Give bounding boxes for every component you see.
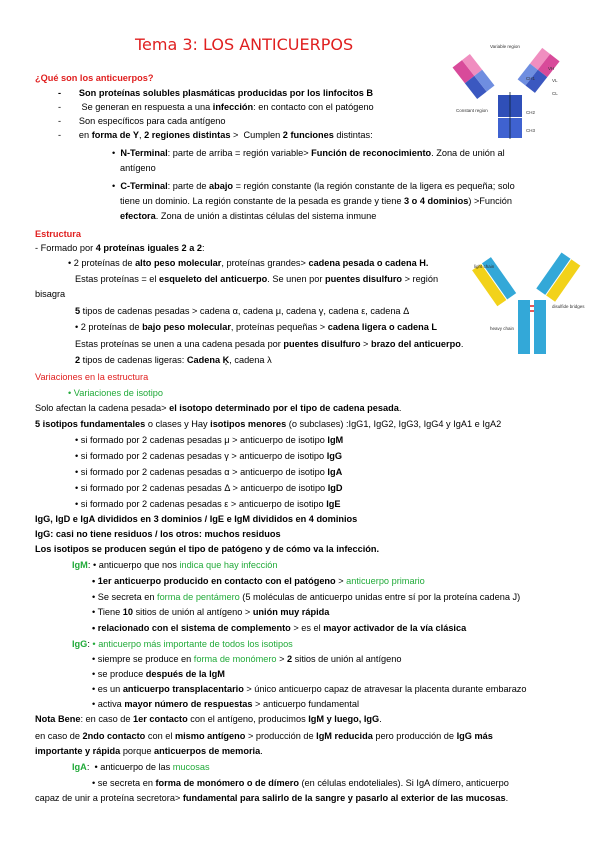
fig1-label-ch2: CH2 — [526, 110, 536, 115]
text-segment: • anticuerpo que nos — [92, 560, 180, 570]
text-line — [35, 713, 382, 725]
text-line — [68, 257, 428, 269]
text-line — [35, 745, 263, 757]
text-segment: > es el — [290, 623, 324, 633]
text-line — [35, 72, 153, 84]
text-line — [35, 543, 379, 555]
text-segment: en caso de — [35, 731, 83, 741]
text-segment: IgG — [72, 639, 88, 649]
svg-text:heavy chain — [490, 326, 515, 331]
text-line — [35, 288, 65, 300]
text-segment: Nota Bene — [35, 714, 81, 724]
text-segment: > — [276, 654, 287, 664]
text-segment: • Variaciones de isotipo — [68, 388, 163, 398]
text-segment: : — [201, 243, 205, 253]
text-segment: • anticuerpo de las — [94, 762, 173, 772]
text-segment: . Se unen por — [267, 274, 325, 284]
text-line — [75, 450, 342, 462]
svg-text:CL — [552, 91, 558, 96]
text-segment: - Se generan en respuesta a una — [58, 102, 213, 112]
antibody-diagram-regions — [452, 40, 572, 145]
text-segment: cadena pesada o cadena H. — [308, 258, 429, 268]
text-segment: - Son específicos para cada antígeno — [58, 116, 226, 126]
text-line — [92, 606, 329, 618]
text-segment: bajo peso molecular — [142, 322, 231, 332]
text-segment: : parte de — [167, 181, 210, 191]
text-line — [92, 591, 520, 603]
text-segment: sitios de unión al antígeno > — [133, 607, 253, 617]
svg-text:disulfide bridges — [552, 304, 585, 309]
text-segment: 2 funciones — [282, 130, 334, 140]
text-line — [35, 242, 205, 254]
text-segment: IgD — [327, 483, 343, 493]
text-segment: . — [379, 714, 382, 724]
text-segment: : en caso de — [80, 714, 134, 724]
text-segment: : parte de arriba = región variable> — [167, 148, 312, 158]
text-segment: puentes disulfuro — [324, 274, 403, 284]
text-segment: antígeno — [120, 163, 156, 173]
text-segment: IgM reducida — [316, 731, 373, 741]
text-segment: después de la IgM — [145, 669, 225, 679]
fig1-label-ch3: CH3 — [526, 128, 536, 133]
text-segment: IgA — [72, 762, 87, 772]
antibody-diagram-chains — [472, 250, 592, 360]
svg-text:VH — [548, 66, 554, 71]
text-segment: sitios de unión al antígeno — [292, 654, 402, 664]
text-segment: > región — [402, 274, 439, 284]
text-segment: 2 — [287, 654, 293, 664]
text-segment: 5 isotipos fundamentales — [35, 419, 146, 429]
text-segment: Variaciones en la estructura — [35, 372, 149, 382]
fig2-label-disulfide: disulfide bridges — [552, 304, 585, 309]
text-segment: • Tiene — [92, 607, 123, 617]
text-segment: Estas proteínas se unen a una cadena pesada por — [75, 339, 284, 349]
text-segment: ) >Función — [468, 196, 512, 206]
text-line — [35, 792, 508, 804]
text-segment: IgE — [326, 499, 341, 509]
text-segment: • si formado por 2 cadenas pesadas α > anticuerpo de isotipo — [75, 467, 328, 477]
text-segment: forma de monómero o de dímero — [155, 778, 299, 788]
text-segment: • es un — [92, 684, 123, 694]
text-line — [92, 668, 225, 680]
svg-text:CH1 — [526, 76, 535, 81]
text-segment: . — [505, 793, 509, 803]
text-line — [72, 638, 293, 650]
text-segment: : — [86, 762, 95, 772]
text-segment: anticuerpos de memoria — [153, 746, 261, 756]
text-segment: - Formado por — [35, 243, 96, 253]
text-segment: el isotopo determinado por el tipo de cadena pesada — [169, 403, 399, 413]
svg-text:Constant region — [456, 108, 488, 113]
text-segment: capaz de unir a proteína secretora> — [35, 793, 183, 803]
text-line — [92, 653, 401, 665]
text-line — [58, 101, 374, 113]
svg-text:CH2 — [526, 110, 535, 115]
text-line — [75, 498, 341, 510]
text-segment: fundamental para salirlo de la sangre y pasarlo al exterior de las mucosas — [182, 793, 506, 803]
svg-text:VL — [552, 78, 558, 83]
text-segment: IgG, IgD e IgA divididos en 3 dominios / IgE e IgM divididos en 4 dominios — [35, 514, 358, 524]
page-title: Tema 3: LOS ANTICUERPOS — [135, 35, 354, 54]
text-segment: importante y rápida — [35, 746, 121, 756]
text-segment: anticuerpo primario — [346, 576, 425, 586]
text-segment: tipos de cadenas ligeras: — [80, 355, 187, 365]
text-segment: IgM y luego, IgG — [308, 714, 380, 724]
text-segment: > anticuerpo fundamental — [252, 699, 359, 709]
svg-text:CH3 — [526, 128, 535, 133]
text-segment: • anticuerpo más importante de todos los isotipos — [92, 639, 293, 649]
text-line — [68, 387, 163, 399]
text-segment: efectora — [120, 211, 156, 221]
text-segment: mucosas — [172, 762, 210, 772]
text-segment: 4 proteínas iguales 2 a 2 — [95, 243, 202, 253]
text-segment: con el antígeno, producimos — [187, 714, 309, 724]
text-segment: • si formado por 2 cadenas pesadas Δ > anticuerpo de isotipo — [75, 483, 328, 493]
text-segment: bisagra — [35, 289, 66, 299]
text-line — [120, 195, 512, 207]
text-segment: : — [87, 639, 93, 649]
text-line — [35, 418, 501, 430]
text-line — [92, 777, 509, 789]
text-line — [72, 761, 210, 773]
text-segment: , — [139, 130, 145, 140]
text-line — [35, 730, 493, 742]
text-line — [75, 321, 437, 333]
text-segment: . — [460, 339, 464, 349]
text-segment: C-Terminal — [120, 181, 168, 191]
text-segment: 1er contacto — [133, 714, 188, 724]
text-segment: IgG: casi no tiene residuos / los otros: muchos residuos — [35, 529, 281, 539]
text-segment: forma de Y — [91, 130, 140, 140]
text-segment: - Son proteínas solubles plasmáticas producidas por los linfocitos B — [58, 88, 373, 98]
text-segment: . Zona de unión a distintas células del sistema inmune — [155, 211, 377, 221]
text-segment: anticuerpo transplacentario — [122, 684, 244, 694]
text-segment: Estructura — [35, 229, 81, 239]
text-line — [75, 354, 272, 366]
text-segment: esqueleto del anticuerpo — [159, 274, 268, 284]
fig2-label-light: light chain — [474, 264, 495, 269]
text-line — [75, 482, 343, 494]
text-segment: 10 — [122, 607, 134, 617]
text-segment: abajo — [209, 181, 234, 191]
text-segment: 2 — [75, 355, 81, 365]
text-segment: • si formado por 2 cadenas pesadas ε > anticuerpo de isotipo — [75, 499, 327, 509]
text-segment: , cadena λ — [229, 355, 272, 365]
text-segment: > producción de — [245, 731, 317, 741]
text-segment: • Se secreta en — [92, 592, 158, 602]
text-line — [58, 87, 373, 99]
text-segment: porque — [120, 746, 154, 756]
text-segment: • se secreta en — [92, 778, 156, 788]
text-line — [112, 180, 515, 192]
text-line — [35, 513, 357, 525]
text-segment: IgM — [72, 560, 88, 570]
text-segment: (o subclases) :IgG1, IgG2, IgG3, IgG4 y IgA1 e IgA2 — [286, 419, 502, 429]
text-line — [92, 622, 466, 634]
text-segment: Función de reconocimiento — [311, 148, 432, 158]
text-segment: IgM — [327, 435, 344, 445]
text-line — [35, 228, 81, 240]
text-segment: > único anticuerpo capaz de atravesar la placenta durante embarazo — [243, 684, 527, 694]
text-segment: IgA — [327, 467, 343, 477]
text-segment: IgG — [326, 451, 342, 461]
text-segment: 2ndo contacto — [82, 731, 146, 741]
text-segment: , proteínas pequeñas > — [230, 322, 328, 332]
text-segment: • — [112, 148, 121, 158]
text-segment: alto peso molecular — [135, 258, 222, 268]
text-segment: cadena ligera o cadena L — [327, 322, 437, 332]
text-segment: infección — [212, 102, 254, 112]
text-segment: Estas proteínas = el — [75, 274, 160, 284]
text-segment: (en células endoteliales). Si IgA dímero, anticuerpo — [298, 778, 509, 788]
text-segment: > — [335, 576, 347, 586]
text-segment: • siempre se produce en — [92, 654, 194, 664]
text-segment: mayor número de respuestas — [124, 699, 253, 709]
text-segment: • 2 proteínas de — [75, 322, 143, 332]
fig1-label-variable: Variable region — [490, 44, 520, 49]
text-segment: = región constante (la región constante de la ligera es pequeña; solo — [233, 181, 515, 191]
text-segment: - en — [58, 130, 92, 140]
text-segment: • 2 proteínas de — [68, 258, 136, 268]
svg-text:Variable region — [490, 44, 520, 49]
fig2-label-heavy: heavy chain — [490, 326, 515, 331]
text-segment: Los isotipos se producen según el tipo de patógeno y de cómo va la infección. — [35, 544, 380, 554]
text-segment: • 1er anticuerpo producido en contacto con el patógeno — [92, 576, 336, 586]
text-line — [92, 698, 359, 710]
text-line — [35, 402, 401, 414]
text-segment: 3 o 4 dominios — [404, 196, 469, 206]
text-segment: . — [398, 403, 402, 413]
fig1-label-vh: VH — [548, 66, 555, 71]
text-line — [75, 434, 343, 446]
text-line — [120, 162, 156, 174]
text-segment: Cadena Ķ — [186, 355, 230, 365]
text-segment: tiene un dominio. La región constante de la pesada es grande y tiene — [120, 196, 404, 206]
text-segment: forma de monómero — [193, 654, 277, 664]
text-segment: N-Terminal — [120, 148, 168, 158]
text-segment: distintas: — [333, 130, 373, 140]
fig1-label-constant: Constant region — [456, 108, 488, 113]
text-segment: : — [87, 560, 93, 570]
text-segment: • relacionado con el sistema de complemento — [92, 623, 291, 633]
text-segment: mismo antígeno — [174, 731, 246, 741]
text-segment: 2 regiones distintas — [144, 130, 231, 140]
text-line — [35, 371, 148, 383]
text-segment: o clases y Hay — [145, 419, 211, 429]
text-segment: . Zona de unión al — [431, 148, 505, 158]
fig1-label-ch1: CH1 — [526, 76, 536, 81]
text-segment: tipos de cadenas pesadas > cadena α, cadena μ, cadena γ, cadena ε, cadena Δ — [80, 306, 410, 316]
text-line — [75, 305, 409, 317]
text-line — [112, 147, 505, 159]
text-segment: > — [360, 339, 371, 349]
text-segment: IgG más — [456, 731, 493, 741]
text-line — [58, 129, 373, 141]
text-segment: unión muy rápida — [252, 607, 330, 617]
text-segment: 5 — [75, 306, 81, 316]
text-line — [75, 273, 438, 285]
text-segment: . — [260, 746, 263, 756]
text-segment: brazo del anticuerpo — [370, 339, 461, 349]
text-segment: isotipos menores — [210, 419, 287, 429]
text-line — [72, 559, 278, 571]
text-segment: indica que hay infección — [179, 560, 278, 570]
text-line — [75, 338, 463, 350]
text-segment: Solo afectan la cadena pesada> — [35, 403, 170, 413]
text-segment: ¿Qué son los anticuerpos? — [35, 73, 154, 83]
svg-text:light chain — [474, 264, 495, 269]
text-segment: (5 moléculas de anticuerpo unidas entre sí por la proteína cadena J) — [239, 592, 521, 602]
text-segment: • se produce — [92, 669, 146, 679]
fig1-label-vl: VL — [552, 78, 558, 83]
text-line — [92, 575, 425, 587]
text-segment: mayor activador de la vía clásica — [323, 623, 467, 633]
text-segment: • si formado por 2 cadenas pesadas μ > anticuerpo de isotipo — [75, 435, 328, 445]
text-segment: forma de pentámero — [157, 592, 240, 602]
text-line — [35, 528, 281, 540]
text-line — [58, 115, 226, 127]
text-segment: : en contacto con el patógeno — [253, 102, 374, 112]
text-segment: > Cumplen — [230, 130, 283, 140]
text-segment: • — [112, 181, 121, 191]
text-segment: , proteínas grandes> — [221, 258, 309, 268]
text-segment: puentes disulfuro — [283, 339, 361, 349]
fig1-label-cl: CL — [552, 91, 558, 96]
text-segment: • activa — [92, 699, 125, 709]
text-segment: • si formado por 2 cadenas pesadas γ > anticuerpo de isotipo — [75, 451, 327, 461]
text-line — [75, 466, 342, 478]
text-segment: con el — [145, 731, 175, 741]
text-line — [120, 210, 376, 222]
text-segment: pero producción de — [372, 731, 457, 741]
text-line — [92, 683, 527, 695]
